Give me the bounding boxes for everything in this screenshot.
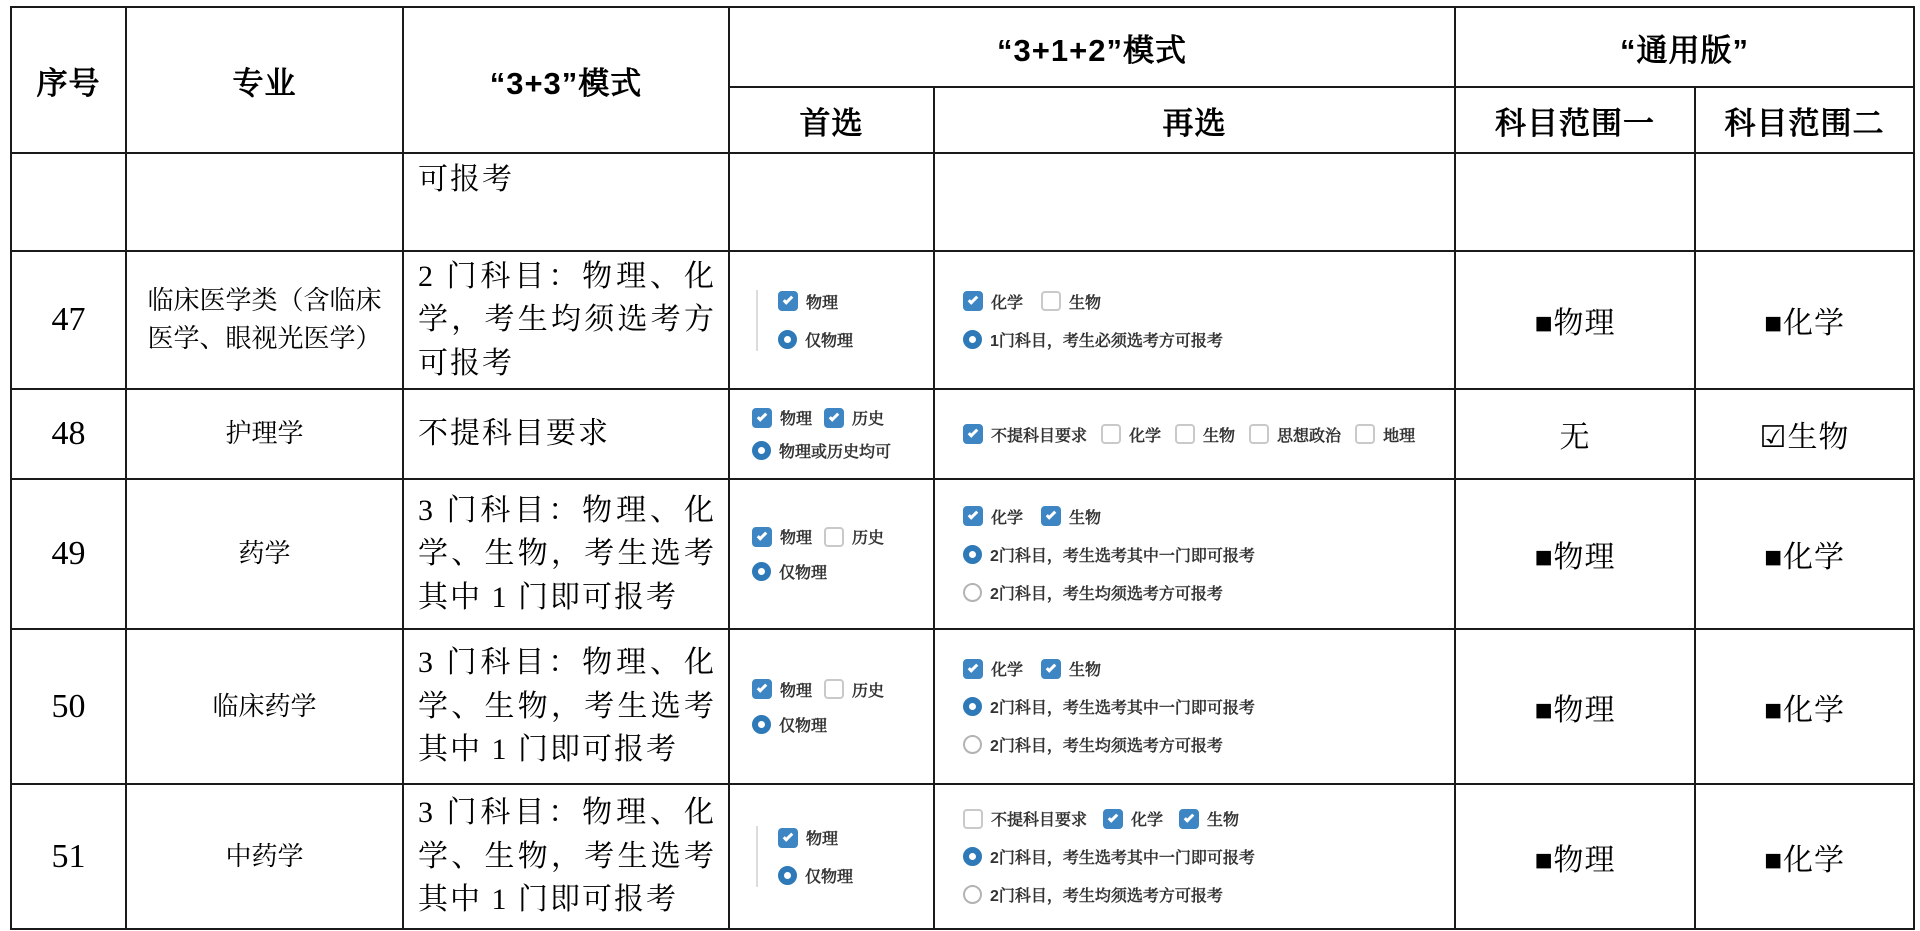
checkbox-label: 生物 <box>1203 427 1236 445</box>
radio-physics-only[interactable] <box>752 562 771 581</box>
checkbox-biology[interactable] <box>1041 659 1061 679</box>
checkbox-label: 物理 <box>806 831 839 848</box>
radio-two-subjects-both-required[interactable] <box>963 885 982 904</box>
checkbox-no-subject-requirement[interactable] <box>963 809 983 829</box>
header-general-version: “通用版” <box>1456 8 1915 88</box>
first-choice-cell <box>730 630 935 785</box>
subject-range-1-value: ■物理 <box>1456 480 1696 630</box>
checkbox-label: 化学 <box>1129 427 1162 445</box>
header-mode-3-3: “3+3”模式 <box>404 8 730 154</box>
checkbox-label: 不提科目要求 <box>991 427 1088 445</box>
radio-label: 2门科目，考生选考其中一门即可报考 <box>990 850 1255 867</box>
radio-label: 2门科目，考生均须选考方可报考 <box>990 738 1223 755</box>
checkbox-label: 历史 <box>852 530 885 547</box>
subject-range-2-value <box>1696 154 1915 252</box>
check-icon <box>783 831 794 842</box>
radio-two-subjects-both-required[interactable] <box>963 735 982 754</box>
radio-label: 仅物理 <box>779 565 828 582</box>
checkbox-no-subject-requirement[interactable] <box>963 424 983 444</box>
row-number: 51 <box>12 785 127 930</box>
checkbox-label: 物理 <box>780 411 813 428</box>
major-name: 中药学 <box>127 785 404 930</box>
radio-physics-only[interactable] <box>778 330 797 349</box>
radio-physics-only[interactable] <box>778 866 797 885</box>
mode-3-3-requirement: 3 门科目：物理、化学、生物，考生选考其中 1 门即可报考 <box>404 480 730 630</box>
checkbox-physics[interactable] <box>778 291 798 311</box>
checkbox-label: 地理 <box>1383 427 1416 445</box>
subject-range-2-value: ■化学 <box>1696 252 1915 390</box>
checkbox-label: 物理 <box>806 294 839 312</box>
check-icon <box>1108 812 1119 823</box>
radio-label: 仅物理 <box>805 869 854 886</box>
subject-range-1-value: ■物理 <box>1456 630 1696 785</box>
second-choice-cell <box>935 154 1456 252</box>
radio-label: 仅物理 <box>779 717 828 735</box>
checkbox-history[interactable] <box>824 408 844 428</box>
check-icon <box>968 509 979 520</box>
checkbox-label: 生物 <box>1069 509 1102 527</box>
subject-requirement-table <box>10 6 1915 930</box>
second-choice-cell <box>935 480 1456 630</box>
checkbox-label: 化学 <box>991 294 1024 312</box>
subject-range-1-value: ■物理 <box>1456 785 1696 930</box>
check-icon <box>757 411 768 422</box>
checkbox-label: 历史 <box>852 682 885 700</box>
radio-label: 仅物理 <box>805 332 854 350</box>
radio-two-subjects-any-one[interactable] <box>963 545 982 564</box>
checkbox-biology[interactable] <box>1175 424 1195 444</box>
major-name: 护理学 <box>127 390 404 480</box>
radio-label: 2门科目，考生选考其中一门即可报考 <box>990 547 1255 565</box>
check-icon <box>783 294 794 305</box>
radio-one-subject-must-select[interactable] <box>963 330 982 349</box>
checkbox-biology[interactable] <box>1041 291 1061 311</box>
mode-3-3-requirement: 不提科目要求 <box>404 390 730 480</box>
mode-3-3-requirement: 2 门科目：物理、化学，考生均须选考方可报考 <box>404 252 730 390</box>
check-icon <box>1046 509 1057 520</box>
first-choice-cell <box>730 390 935 480</box>
checkbox-biology[interactable] <box>1041 506 1061 526</box>
row-number: 47 <box>12 252 127 390</box>
major-name <box>127 154 404 252</box>
first-choice-cell <box>730 252 935 390</box>
checkbox-physics[interactable] <box>752 679 772 699</box>
radio-physics-or-history[interactable] <box>752 441 771 460</box>
checkbox-label: 生物 <box>1069 294 1102 312</box>
check-icon <box>829 411 840 422</box>
check-icon <box>968 427 979 438</box>
header-index: 序号 <box>12 8 127 154</box>
first-choice-cell <box>730 785 935 930</box>
major-name: 临床医学类（含临床医学、眼视光医学） <box>127 252 404 390</box>
header-subject-range-1: 科目范围一 <box>1456 88 1696 154</box>
radio-label: 2门科目，考生均须选考方可报考 <box>990 888 1223 905</box>
checkbox-history[interactable] <box>824 527 844 547</box>
row-number: 48 <box>12 390 127 480</box>
radio-two-subjects-both-required[interactable] <box>963 583 982 602</box>
checkbox-label: 思想政治 <box>1277 427 1342 445</box>
check-icon <box>968 294 979 305</box>
checkbox-label: 生物 <box>1207 812 1240 829</box>
checkbox-history[interactable] <box>824 679 844 699</box>
check-icon <box>1046 662 1057 673</box>
header-major: 专业 <box>127 8 404 154</box>
subject-range-1-value: ■物理 <box>1456 252 1696 390</box>
checkbox-physics[interactable] <box>752 408 772 428</box>
checkbox-label: 化学 <box>1131 812 1164 829</box>
checkbox-label: 生物 <box>1069 662 1102 679</box>
check-icon <box>968 662 979 673</box>
radio-label: 2门科目，考生选考其中一门即可报考 <box>990 700 1255 717</box>
radio-label: 2门科目，考生均须选考方可报考 <box>990 585 1223 603</box>
first-choice-cell <box>730 480 935 630</box>
second-choice-cell <box>935 390 1456 480</box>
check-icon <box>757 530 768 541</box>
second-choice-cell <box>935 252 1456 390</box>
header-subject-range-2: 科目范围二 <box>1696 88 1915 154</box>
radio-two-subjects-any-one[interactable] <box>963 697 982 716</box>
first-choice-cell <box>730 154 935 252</box>
header-first-choice: 首选 <box>730 88 935 154</box>
checkbox-chemistry[interactable] <box>963 506 983 526</box>
major-name: 药学 <box>127 480 404 630</box>
checkbox-chemistry[interactable] <box>963 291 983 311</box>
checkbox-label: 化学 <box>991 662 1024 679</box>
checkbox-chemistry[interactable] <box>1101 424 1121 444</box>
checkbox-politics[interactable] <box>1249 424 1269 444</box>
checkbox-physics[interactable] <box>752 527 772 547</box>
checkbox-physics[interactable] <box>778 828 798 848</box>
row-number: 50 <box>12 630 127 785</box>
subject-range-2-value: ■化学 <box>1696 630 1915 785</box>
row-number <box>12 154 127 252</box>
checkbox-label: 物理 <box>780 530 813 547</box>
checkbox-label: 化学 <box>991 509 1024 527</box>
row-number: 49 <box>12 480 127 630</box>
checkbox-chemistry[interactable] <box>963 659 983 679</box>
subject-range-1-value <box>1456 154 1696 252</box>
checkbox-label: 物理 <box>780 682 813 700</box>
checkbox-geography[interactable] <box>1355 424 1375 444</box>
radio-label: 物理或历史均可 <box>779 444 892 461</box>
second-choice-cell <box>935 630 1456 785</box>
major-name: 临床药学 <box>127 630 404 785</box>
radio-two-subjects-any-one[interactable] <box>963 847 982 866</box>
radio-label: 1门科目，考生必须选考方可报考 <box>990 332 1223 350</box>
check-icon <box>757 682 768 693</box>
checkbox-chemistry[interactable] <box>1103 809 1123 829</box>
checkbox-label: 不提科目要求 <box>991 812 1088 829</box>
subject-range-2-value: ■化学 <box>1696 785 1915 930</box>
subject-range-1-value: 无 <box>1456 390 1696 480</box>
subject-range-2-value: ☑生物 <box>1696 390 1915 480</box>
checkbox-label: 历史 <box>852 411 885 428</box>
mode-3-3-requirement: 3 门科目：物理、化学、生物，考生选考其中 1 门即可报考 <box>404 630 730 785</box>
second-choice-cell <box>935 785 1456 930</box>
radio-physics-only[interactable] <box>752 715 771 734</box>
checkbox-biology[interactable] <box>1179 809 1199 829</box>
mode-3-3-requirement: 可报考 <box>404 154 730 252</box>
header-second-choice: 再选 <box>935 88 1456 154</box>
mode-3-3-requirement: 3 门科目：物理、化学、生物，考生选考其中 1 门即可报考 <box>404 785 730 930</box>
subject-range-2-value: ■化学 <box>1696 480 1915 630</box>
header-mode-3-1-2: “3+1+2”模式 <box>730 8 1456 88</box>
check-icon <box>1184 812 1195 823</box>
